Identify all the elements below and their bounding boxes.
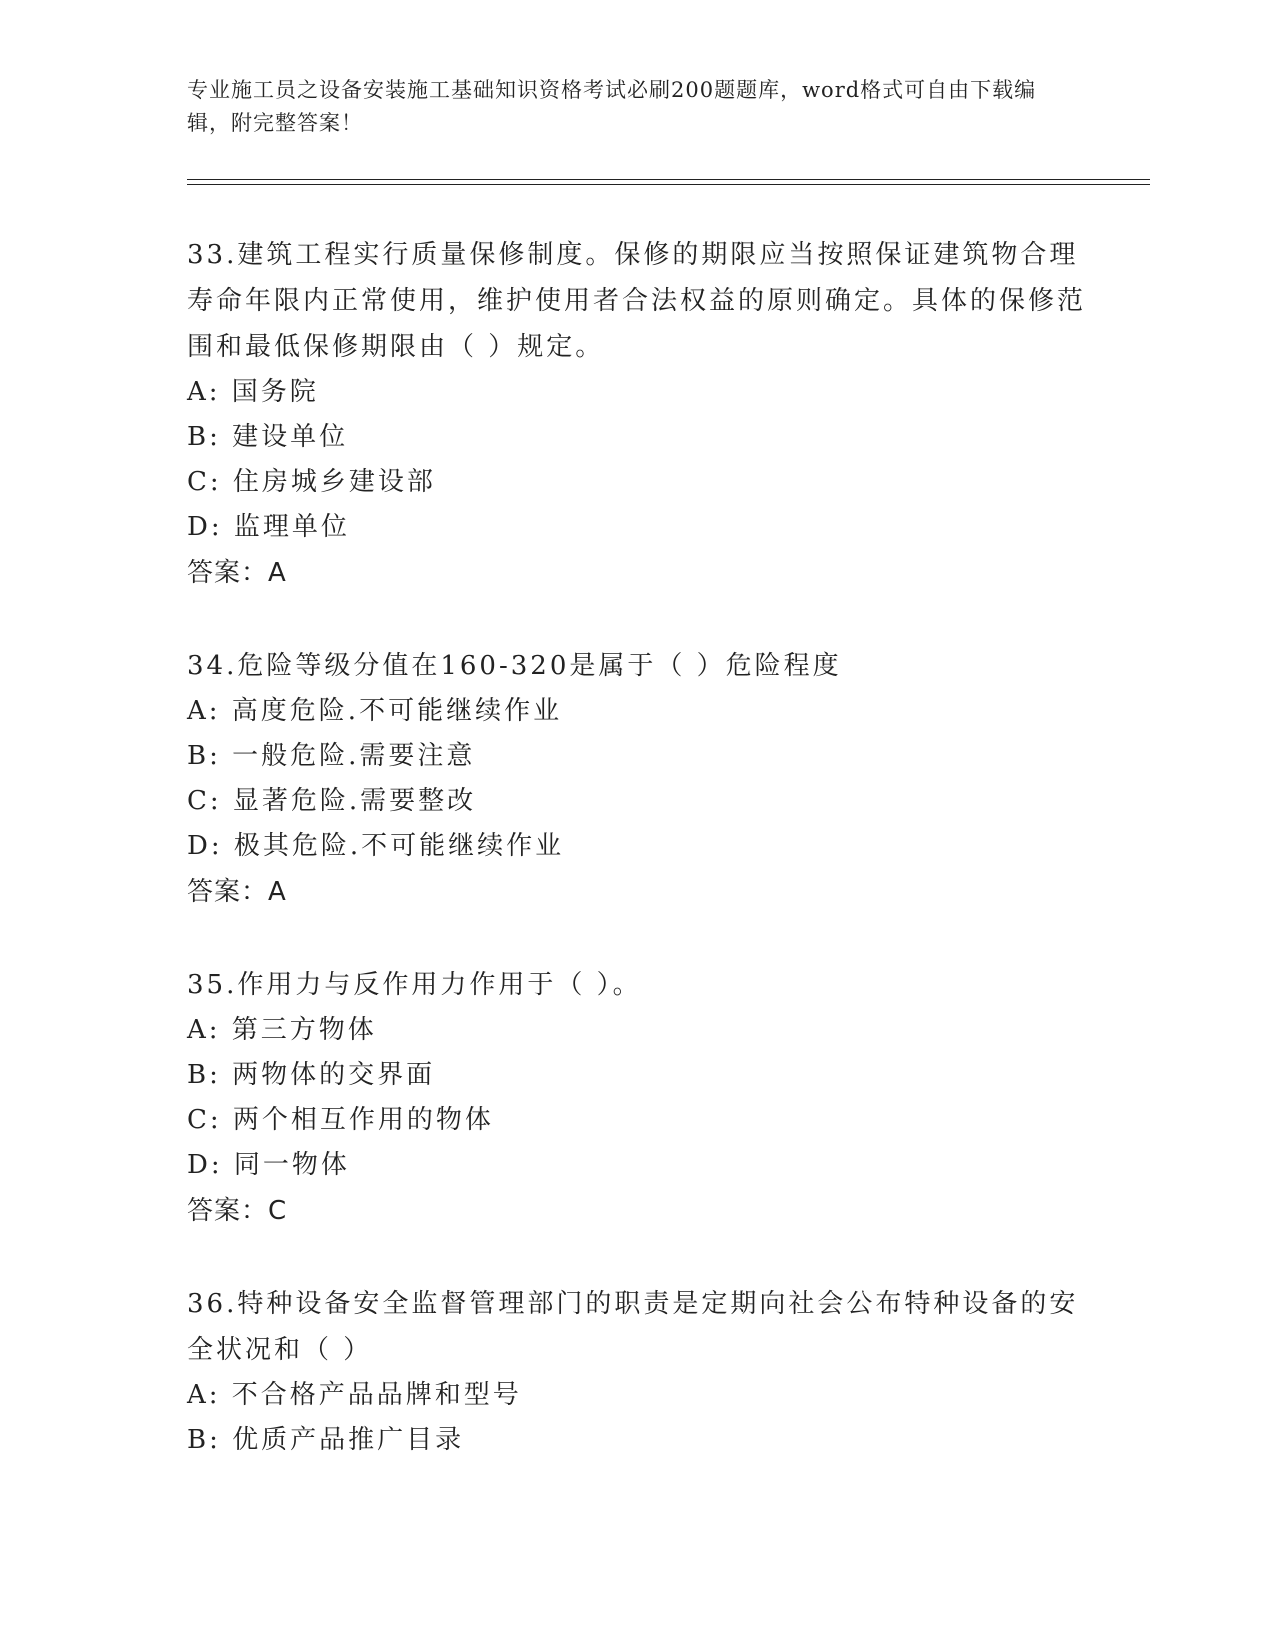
- option-a: A: 国务院: [187, 377, 319, 407]
- option-b: B: 一般危险.需要注意: [187, 741, 476, 771]
- question-36: [187, 1281, 1087, 1463]
- answer: 答案：A: [187, 558, 287, 588]
- option-c: C: 两个相互作用的物体: [187, 1105, 494, 1135]
- question-stem: 33.建筑工程实行质量保修制度。保修的期限应当按照保证建筑物合理寿命年限内正常使用，维护使用者合法权益的原则确定。具体的保修范围和最低保修期限由（ ）规定。: [187, 240, 1087, 362]
- option-b: B: 优质产品推广目录: [187, 1425, 465, 1455]
- answer: 答案：C: [187, 1196, 288, 1226]
- question-33: [187, 232, 1087, 596]
- option-b: B: 两物体的交界面: [187, 1060, 436, 1090]
- option-d: D: 同一物体: [187, 1150, 350, 1180]
- header-rule-top: [187, 179, 1150, 180]
- option-a: A: 第三方物体: [187, 1015, 377, 1045]
- question-34: [187, 643, 1087, 915]
- option-a: A: 不合格产品品牌和型号: [187, 1380, 522, 1410]
- question-list: [187, 232, 1087, 1510]
- option-c: C: 显著危险.需要整改: [187, 786, 477, 816]
- question-stem: 35.作用力与反作用力作用于（ ）。: [187, 970, 642, 1000]
- option-c: C: 住房城乡建设部: [187, 467, 436, 497]
- question-stem: 36.特种设备安全监督管理部门的职责是定期向社会公布特种设备的安全状况和（ ）: [187, 1289, 1079, 1365]
- option-b: B: 建设单位: [187, 422, 349, 452]
- document-header: 专业施工员之设备安装施工基础知识资格考试必刷200题题库，word格式可自由下载编辑，附完整答案！: [187, 78, 1037, 135]
- header-rule-bottom: [187, 184, 1150, 185]
- question-stem: 34.危险等级分值在160-320是属于（ ）危险程度: [187, 651, 842, 681]
- option-a: A: 高度危险.不可能继续作业: [187, 696, 563, 726]
- option-d: D: 监理单位: [187, 512, 350, 542]
- answer: 答案：A: [187, 877, 287, 907]
- question-35: [187, 962, 1087, 1234]
- option-d: D: 极其危险.不可能继续作业: [187, 831, 565, 861]
